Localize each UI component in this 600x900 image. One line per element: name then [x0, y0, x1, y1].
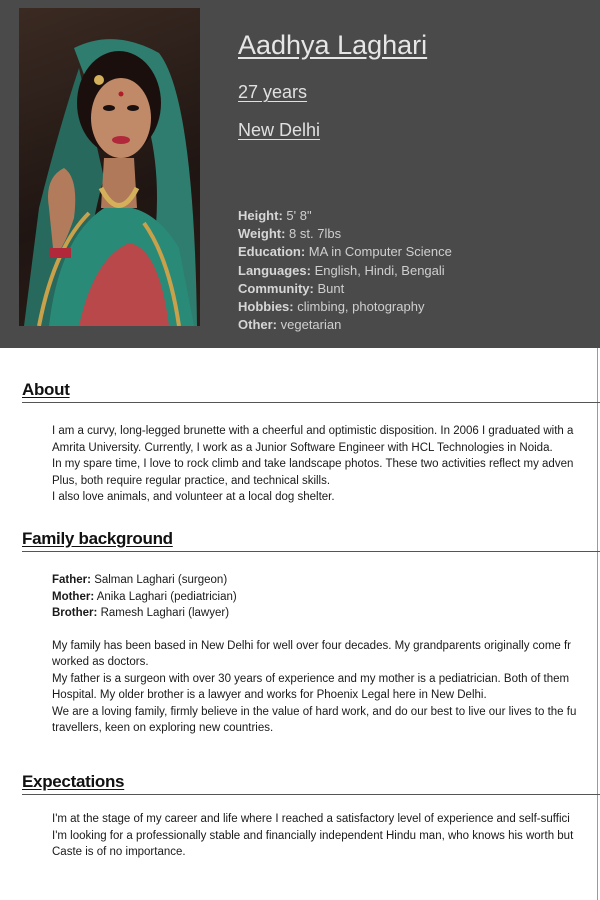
profile-name[interactable]: Aadhya Laghari	[238, 30, 428, 60]
about-text	[52, 423, 600, 506]
profile-city[interactable]: New Delhi	[238, 120, 321, 140]
detail-hobbies: Hobbies: climbing, photography	[238, 299, 425, 315]
expectations-line: I'm looking for a professionally stable and financially independent Hindu man, who knows his worth but	[52, 829, 574, 842]
detail-height: Height: 5' 8"	[238, 208, 312, 223]
about-divider	[22, 402, 600, 403]
family-line: We are a loving family, firmly believe in the value of hard work, and do our best to live our lives to the fu	[52, 705, 577, 718]
profile-header	[0, 0, 600, 348]
about-line: I am a curvy, long-legged brunette with a cheerful and optimistic disposition. In 2006 I graduated with a	[52, 425, 574, 437]
family-heading: Family background	[22, 529, 173, 548]
family-member: Brother: Ramesh Laghari (lawyer)	[52, 607, 230, 619]
family-divider	[22, 551, 600, 552]
portrait-illustration	[19, 8, 200, 326]
about-line: Amrita University. Currently, I work as a Junior Software Engineer with HCL Technologies in Noida.	[52, 441, 553, 454]
expectations-text	[52, 811, 600, 861]
family-member: Father: Salman Laghari (surgeon)	[52, 574, 228, 586]
family-line: My father is a surgeon with over 30 years of experience and my mother is a pediatrician. Both of them	[52, 672, 570, 685]
expectations-line: I'm at the stage of my career and life where I reached a satisfactory level of experience and self-suffici	[52, 813, 570, 825]
detail-languages: Languages: English, Hindi, Bengali	[238, 262, 445, 278]
family-line: Hospital. My older brother is a lawyer and works for Phoenix Legal here in New Delhi.	[52, 689, 487, 701]
about-line: I also love animals, and volunteer at a local dog shelter.	[52, 491, 335, 503]
profile-details	[238, 207, 452, 334]
profile-photo	[19, 8, 200, 326]
about-line: Plus, both require regular practice, and technical skills.	[52, 474, 331, 487]
detail-community: Community: Bunt	[238, 280, 345, 296]
about-heading: About	[22, 380, 70, 399]
expectations-section	[22, 772, 600, 861]
family-line: My family has been based in New Delhi for well over four decades. My grandparents originally come fr	[52, 639, 572, 652]
expectations-heading: Expectations	[22, 772, 125, 791]
family-line: worked as doctors.	[52, 656, 149, 668]
detail-other: Other: vegetarian	[238, 317, 342, 333]
expectations-line: Caste is of no importance.	[52, 846, 186, 858]
family-member: Mother: Anika Laghari (pediatrician)	[52, 590, 237, 603]
expectations-divider	[22, 794, 600, 795]
detail-weight: Weight: 8 st. 7lbs	[238, 226, 342, 242]
detail-education: Education: MA in Computer Science	[238, 244, 452, 260]
about-line: In my spare time, I love to rock climb and take landscape photos. These two activities reflect my adven	[52, 458, 574, 470]
family-line: travellers, keen on exploring new countries.	[52, 722, 274, 734]
family-section	[22, 529, 600, 737]
family-text	[52, 572, 600, 737]
profile-age[interactable]: 27 years	[238, 82, 308, 102]
about-section	[22, 380, 600, 506]
